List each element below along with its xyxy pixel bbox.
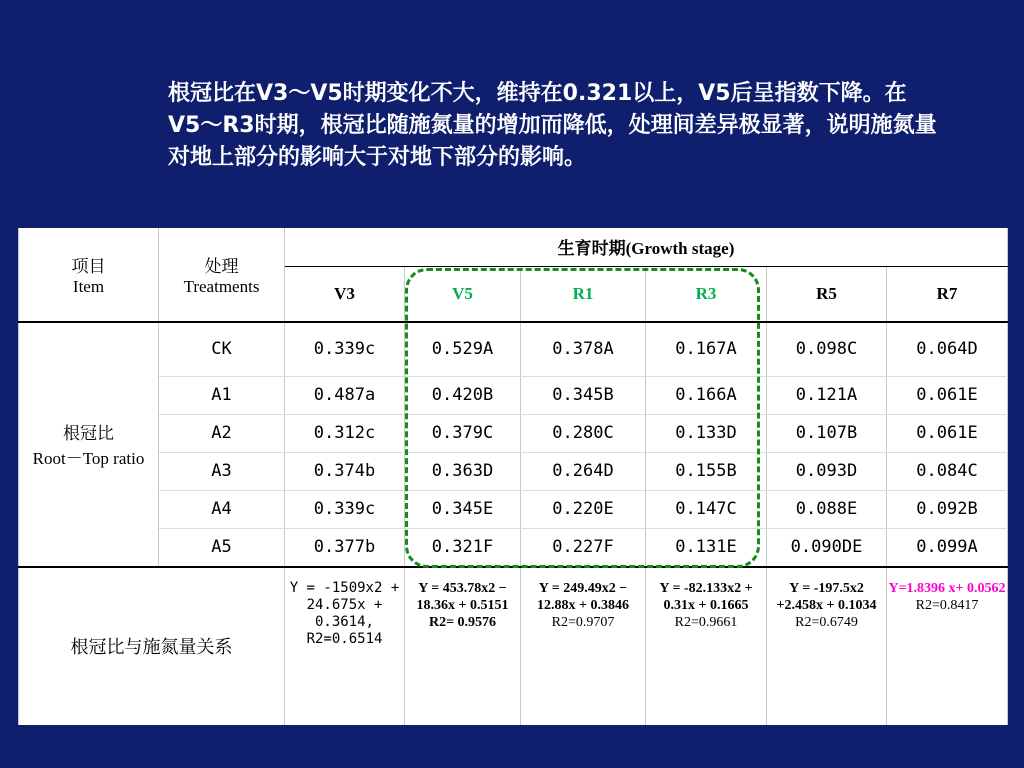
table-cell: 0.487a — [285, 376, 405, 414]
relation-label: 根冠比与施氮量关系 — [19, 567, 285, 725]
table-cell: 0.107B — [767, 414, 887, 452]
table-cell: 0.363D — [405, 452, 521, 490]
root-top-ratio-table — [18, 228, 1007, 725]
table-cell: 0.345E — [405, 490, 521, 528]
treatment-a1: A1 — [159, 376, 285, 414]
treatment-a3: A3 — [159, 452, 285, 490]
table-cell: 0.088E — [767, 490, 887, 528]
treatment-a4: A4 — [159, 490, 285, 528]
table-cell: 0.155B — [646, 452, 767, 490]
table-cell: 0.093D — [767, 452, 887, 490]
table-cell: 0.147C — [646, 490, 767, 528]
equation-v5 — [405, 567, 521, 725]
table-cell: 0.529A — [405, 322, 521, 376]
table-cell: 0.061E — [887, 414, 1008, 452]
table-cell: 0.379C — [405, 414, 521, 452]
equation-r3 — [646, 567, 767, 725]
table-cell: 0.098C — [767, 322, 887, 376]
r-squared-text: R2=0.9707 — [551, 614, 615, 630]
table-cell: 0.280C — [521, 414, 646, 452]
table-cell: 0.166A — [646, 376, 767, 414]
treatment-a5: A5 — [159, 529, 285, 567]
table-cell: 0.220E — [521, 490, 646, 528]
r-squared-text: R2=0.6514 — [306, 630, 383, 647]
stage-r1: R1 — [521, 266, 646, 322]
table-cell: 0.377b — [285, 529, 405, 567]
equation-v3 — [285, 567, 405, 725]
equation-r7 — [887, 567, 1008, 725]
equation-text: Y = -197.5x2 +2.458x + 0.1034 — [776, 580, 877, 613]
equation-text: Y=1.8396 x+ 0.0562 — [888, 580, 1006, 596]
r-squared-text: R2=0.9661 — [674, 614, 738, 630]
table-cell: 0.321F — [405, 529, 521, 567]
header-item: 项目 Item — [19, 228, 159, 322]
r-squared-text: R2=0.6749 — [795, 614, 858, 630]
stage-r3: R3 — [646, 266, 767, 322]
stage-r5: R5 — [767, 266, 887, 322]
treatment-ck: CK — [159, 322, 285, 376]
table-cell: 0.121A — [767, 376, 887, 414]
header-treatments: 处理 Treatments — [159, 228, 285, 322]
table-cell: 0.312c — [285, 414, 405, 452]
r-squared-text: R2=0.8417 — [915, 597, 979, 613]
equation-text: Y = 453.78x2 − 18.36x + 0.5151 — [416, 580, 509, 613]
table-cell: 0.090DE — [767, 529, 887, 567]
header-growth-stage: 生育时期(Growth stage) — [285, 228, 1008, 266]
table-cell: 0.061E — [887, 376, 1008, 414]
table-cell: 0.092B — [887, 490, 1008, 528]
table-cell: 0.131E — [646, 529, 767, 567]
equation-text: Y = -1509x2 + 24.675x + 0.3614, — [289, 579, 400, 630]
table-cell: 0.099A — [887, 529, 1008, 567]
table-cell: 0.064D — [887, 322, 1008, 376]
table-cell: 0.374b — [285, 452, 405, 490]
intro-paragraph: 根冠比在V3～V5时期变化不大，维持在0.321以上，V5后呈指数下降。在V5～R3时期，根冠比随施氮量的增加而降低，处理间差异极显著，说明施氮量对地上部分的影响大于对地下部分的影响。 — [168, 81, 937, 170]
table-cell: 0.264D — [521, 452, 646, 490]
r-squared-text: R2= 0.9576 — [428, 614, 497, 630]
stage-r7: R7 — [887, 266, 1008, 322]
table-cell: 0.167A — [646, 322, 767, 376]
equation-r5 — [767, 567, 887, 725]
equation-text: Y = -82.133x2 + 0.31x + 0.1665 — [659, 580, 753, 613]
treatment-a2: A2 — [159, 414, 285, 452]
stage-v3: V3 — [285, 266, 405, 322]
table-cell: 0.133D — [646, 414, 767, 452]
table-cell: 0.227F — [521, 529, 646, 567]
table-cell: 0.420B — [405, 376, 521, 414]
table-cell: 0.345B — [521, 376, 646, 414]
stage-v5: V5 — [405, 266, 521, 322]
table-cell: 0.378A — [521, 322, 646, 376]
equation-text: Y = 249.49x2 − 12.88x + 0.3846 — [537, 580, 629, 613]
table-cell: 0.339c — [285, 490, 405, 528]
table-cell: 0.339c — [285, 322, 405, 376]
table-cell: 0.084C — [887, 452, 1008, 490]
equation-r1 — [521, 567, 646, 725]
row-group-label: 根冠比 Root－Top ratio — [19, 322, 159, 566]
